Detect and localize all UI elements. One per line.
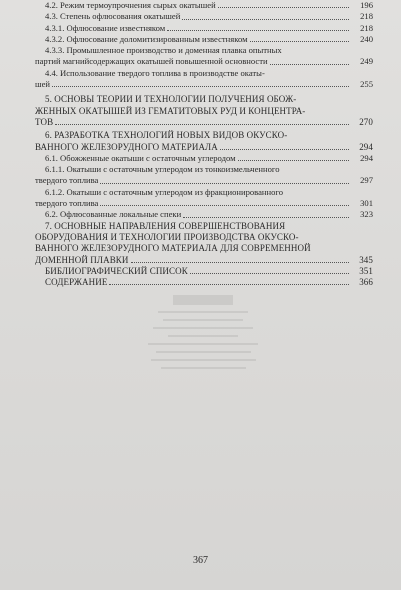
- table-of-contents: [35, 0, 373, 288]
- toc-entry-line: ОБОРУДОВАНИЯ И ТЕХНОЛОГИИ ПРОИЗВОДСТВА ОКУСКО-: [35, 231, 299, 242]
- toc-entry-line: шей: [35, 79, 51, 90]
- leader-dots: [220, 149, 349, 150]
- toc-entry-line: партий магнийсодержащих окатышей повышенной основности: [35, 56, 268, 67]
- leader-dots: [167, 30, 349, 31]
- toc-entry-page: 301: [360, 198, 373, 209]
- toc-entry-line: ВАННОГО ЖЕЛЕЗОРУДНОГО МАТЕРИАЛА ДЛЯ СОВРЕМЕННОЙ: [35, 243, 311, 254]
- toc-entry-page: 270: [359, 116, 373, 127]
- leader-dots: [183, 217, 349, 218]
- toc-entry-page: 249: [360, 56, 373, 67]
- toc-entry-line: твердого топлива: [35, 175, 99, 186]
- toc-entry: [35, 164, 373, 187]
- toc-entry-line: ВАННОГО ЖЕЛЕЗОРУДНОГО МАТЕРИАЛА: [35, 141, 218, 152]
- leader-dots: [250, 41, 349, 42]
- toc-entry: [35, 33, 373, 45]
- leader-dots: [100, 205, 349, 206]
- leader-dots: [100, 183, 349, 184]
- toc-entry: [35, 265, 373, 277]
- toc-entry-page: 294: [359, 141, 373, 152]
- toc-entry-title: БИБЛИОГРАФИЧЕСКИЙ СПИСОК: [45, 265, 188, 276]
- toc-entry: [35, 11, 373, 22]
- toc-entry-line: 5. ОСНОВЫ ТЕОРИИ И ТЕХНОЛОГИИ ПОЛУЧЕНИЯ ОБОЖ-: [45, 94, 297, 105]
- toc-entry-page: 297: [360, 175, 373, 186]
- toc-entry-title: СОДЕРЖАНИЕ: [45, 277, 108, 288]
- leader-dots: [109, 284, 349, 285]
- toc-entry-line: 6.1.1. Окатыши с остаточным углеродом из тонкоизмельченного: [45, 164, 280, 175]
- show-through-text: [143, 295, 263, 535]
- leader-dots: [52, 86, 349, 87]
- toc-entry-line: ДОМЕННОЙ ПЛАВКИ: [35, 254, 129, 265]
- leader-dots: [131, 262, 350, 263]
- toc-chapter: [35, 94, 373, 128]
- toc-entry: [35, 45, 373, 68]
- toc-entry-line: 4.3.3. Промышленное производство и доменная плавка опытных: [45, 45, 282, 56]
- leader-dots: [182, 19, 349, 20]
- leader-dots: [190, 273, 349, 274]
- toc-entry-title: 4.3.1. Офлюсование известняком: [45, 22, 166, 33]
- toc-entry-page: 366: [359, 277, 373, 288]
- toc-entry-line: 7. ОСНОВНЫЕ НАПРАВЛЕНИЯ СОВЕРШЕНСТВОВАНИЯ: [45, 220, 286, 231]
- toc-entry: [35, 277, 373, 288]
- toc-entry-page: 351: [359, 265, 373, 276]
- toc-entry-line: твердого топлива: [35, 198, 99, 209]
- toc-entry-line: 6.1.2. Окатыши с остаточным углеродом из фракционированного: [45, 186, 284, 197]
- toc-entry-title: 4.3. Степень офлюсования окатышей: [45, 11, 181, 22]
- toc-entry-page: 240: [360, 33, 373, 44]
- toc-entry-title: 4.3.2. Офлюсование доломитизированным известняком: [45, 33, 248, 44]
- toc-entry-page: 196: [360, 0, 373, 10]
- toc-entry-page: 345: [359, 254, 373, 265]
- toc-entry-page: 294: [360, 152, 373, 163]
- leader-dots: [270, 64, 349, 65]
- page-number: 367: [193, 555, 208, 566]
- toc-entry: [35, 0, 373, 11]
- toc-entry: [35, 186, 373, 210]
- toc-chapter: [35, 220, 373, 266]
- leader-dots: [55, 124, 349, 125]
- toc-entry-page: 255: [360, 79, 373, 90]
- toc-entry-page: 218: [360, 22, 373, 33]
- toc-entry: [35, 67, 373, 91]
- toc-entry-title: 6.1. Обожженные окатыши с остаточным углеродом: [45, 152, 236, 163]
- toc-entry-title: 4.2. Режим термоупрочнения сырых окатышей: [45, 0, 216, 10]
- toc-entry-line: 4.4. Использование твердого топлива в производстве окаты-: [45, 67, 265, 78]
- toc-chapter: [35, 130, 373, 153]
- toc-entry: [35, 152, 373, 164]
- toc-entry-line: 6. РАЗРАБОТКА ТЕХНОЛОГИЙ НОВЫХ ВИДОВ ОКУСКО-: [45, 130, 288, 141]
- leader-dots: [218, 7, 349, 8]
- leader-dots: [238, 160, 349, 161]
- toc-entry-page: 323: [360, 209, 373, 220]
- toc-entry-line: ЖЕННЫХ ОКАТЫШЕЙ ИЗ ГЕМАТИТОВЫХ РУД И КОНЦЕНТРА-: [35, 105, 306, 116]
- toc-entry-page: 218: [360, 11, 373, 22]
- toc-entry-title: 6.2. Офлюсованные локальные спеки: [45, 209, 182, 220]
- toc-entry: [35, 22, 373, 34]
- toc-entry: [35, 209, 373, 220]
- toc-entry-line: ТОВ: [35, 116, 54, 127]
